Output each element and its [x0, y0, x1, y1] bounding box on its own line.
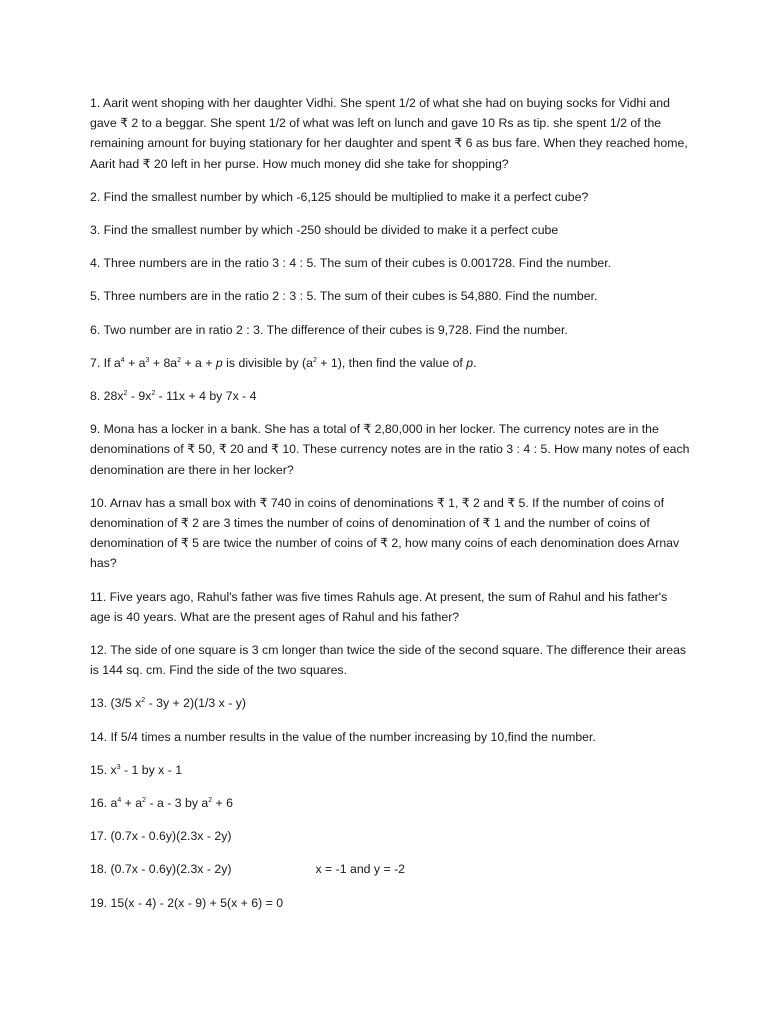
q16-text: - a - 3 by a	[146, 796, 209, 811]
question-19: 19. 15(x - 4) - 2(x - 9) + 5(x + 6) = 0	[90, 895, 284, 910]
question-7	[90, 353, 690, 373]
question-14: 14. If 5/4 times a number results in the value of the number increasing by 10,find the number.	[90, 729, 596, 744]
q7-text: .	[473, 355, 477, 370]
q8-text: 8. 28x	[90, 389, 124, 404]
q7-text: 7. If a	[90, 355, 121, 370]
question-10: 10. Arnav has a small box with ₹ 740 in coins of denominations ₹ 1, ₹ 2 and ₹ 5. If the number of coins of denomination of ₹ 2 are 3 times the number of coins of denomination of ₹ 1 and the number of coins of denomination of ₹ 5 are twice the number of coins of ₹ 2, how many coins of each denomination does Arnav has?	[90, 495, 680, 571]
q7-text: + 1), then find the value of	[316, 355, 467, 370]
q16-exponent: 4	[117, 797, 122, 805]
q8-text: - 9x	[127, 389, 152, 404]
question-8	[90, 386, 690, 406]
q13-text: 13. (3/5 x	[90, 696, 142, 711]
q15-exponent: 3	[116, 763, 121, 771]
q7-exponent: 2	[177, 356, 182, 364]
q7-text: + 8a	[149, 355, 178, 370]
q7-text: + a	[124, 355, 146, 370]
question-15	[90, 760, 690, 780]
q15-text: - 1 by x - 1	[120, 762, 183, 777]
worksheet	[90, 93, 690, 926]
q7-exponent: 4	[120, 356, 125, 364]
q7-variable: p	[466, 355, 474, 370]
question-11: 11. Five years ago, Rahul's father was five times Rahuls age. At present, the sum of Rahul and his father's age is 40 years. What are the present ages of Rahul and his father?	[90, 589, 668, 624]
q13-exponent: 2	[141, 697, 146, 705]
question-18	[90, 859, 690, 879]
question-5: 5. Three numbers are in the ratio 2 : 3 : 5. The sum of their cubes is 54,880. Find the number.	[90, 289, 598, 304]
q16-text: 16. a	[90, 796, 118, 811]
question-2: 2. Find the smallest number by which -6,125 should be multiplied to make it a perfect cube?	[90, 189, 589, 204]
q8-exponent: 2	[151, 390, 156, 398]
question-12: 12. The side of one square is 3 cm longer than twice the side of the second square. The difference their areas is 144 sq. cm. Find the side of the two squares.	[90, 643, 687, 678]
q13-text: - 3y + 2)(1/3 x - y)	[145, 696, 246, 711]
q18-expression: 18. (0.7x - 0.6y)(2.3x - 2y)	[90, 862, 232, 877]
q7-exponent: 2	[312, 356, 317, 364]
q16-exponent: 2	[208, 797, 213, 805]
question-9: 9. Mona has a locker in a bank. She has a total of ₹ 2,80,000 in her locker. The currency notes are in the denominations of ₹ 50, ₹ 20 and ₹ 10. These currency notes are in the ratio 3 : 4 : 5. How many notes of each denomination are there in her locker?	[90, 422, 690, 477]
q18-values: x = -1 and y = -2	[315, 862, 406, 877]
question-3: 3. Find the smallest number by which -250 should be divided to make it a perfect cube	[90, 223, 559, 238]
q8-exponent: 2	[123, 390, 128, 398]
q7-text: is divisible by (a	[222, 355, 313, 370]
q7-text: + a +	[181, 355, 216, 370]
q16-text: + a	[121, 796, 143, 811]
q16-text: + 6	[212, 796, 233, 811]
question-13	[90, 693, 690, 713]
q7-variable: p	[215, 355, 223, 370]
q15-text: 15. x	[90, 762, 117, 777]
q7-exponent: 3	[145, 356, 150, 364]
question-4: 4. Three numbers are in the ratio 3 : 4 : 5. The sum of their cubes is 0.001728. Find the number.	[90, 256, 612, 271]
question-16	[90, 793, 690, 813]
q8-text: - 11x + 4 by 7x - 4	[155, 389, 257, 404]
question-6: 6. Two number are in ratio 2 : 3. The difference of their cubes is 9,728. Find the number.	[90, 322, 568, 337]
question-17: 17. (0.7x - 0.6y)(2.3x - 2y)	[90, 829, 232, 844]
q16-exponent: 2	[142, 797, 147, 805]
question-1: 1. Aarit went shoping with her daughter Vidhi. She spent 1/2 of what she had on buying socks for Vidhi and gave ₹ 2 to a beggar. She spent 1/2 of what was left on lunch and gave 10 Rs as tip. she spent 1/2 of the remaining amount for buying stationary for her daughter and spent ₹ 6 as bus fare. When they reached home, Aarit had ₹ 20 left in her purse. How much money did she take for shopping?	[90, 96, 688, 171]
